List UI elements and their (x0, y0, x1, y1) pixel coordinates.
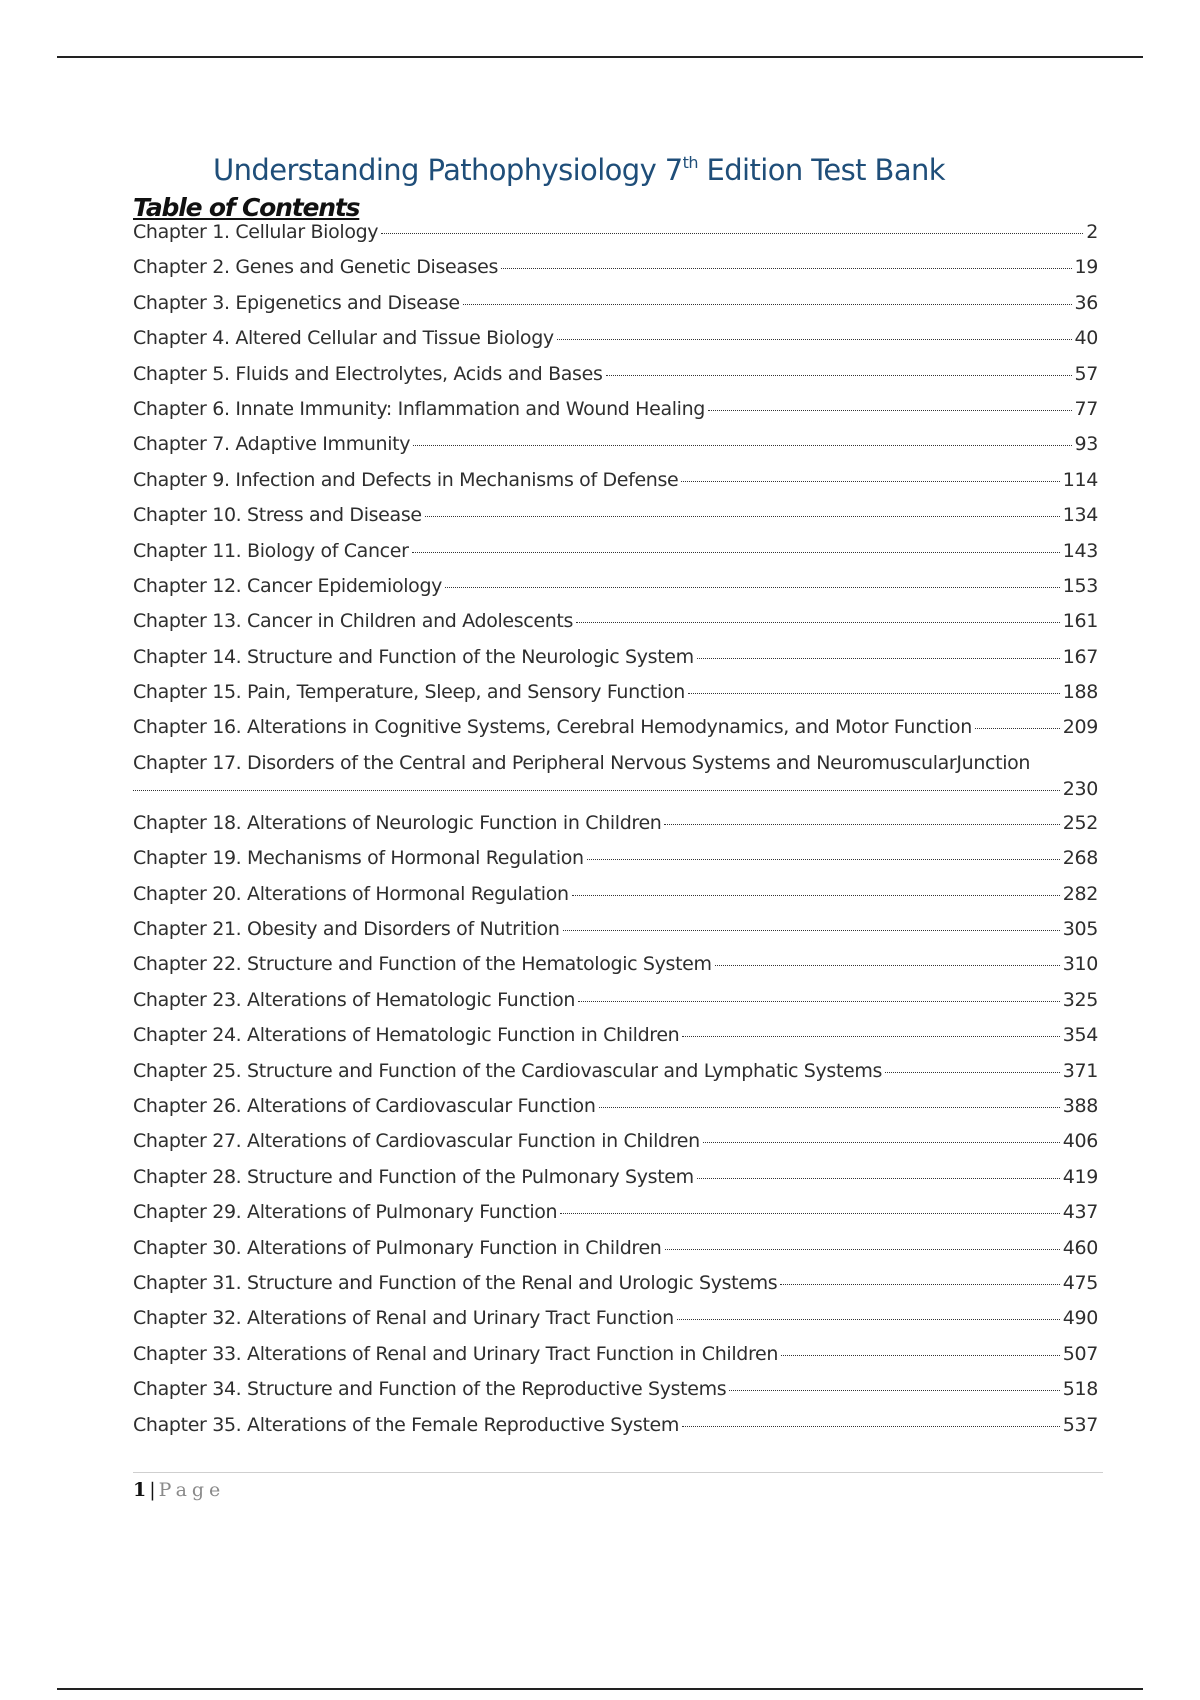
toc-entry-page: 388 (1062, 1094, 1098, 1117)
toc-entry[interactable] (133, 1060, 1098, 1095)
toc-entry-label: Chapter 7. Adaptive Immunity (133, 433, 411, 456)
toc-entry-page: 406 (1062, 1130, 1098, 1153)
toc-dot-leader (557, 339, 1072, 340)
toc-entry[interactable] (133, 847, 1098, 882)
toc-entry-label: Chapter 24. Alterations of Hematologic Function in Children (133, 1024, 680, 1047)
toc-entry-page: 537 (1062, 1413, 1098, 1436)
toc-dot-leader (682, 1426, 1060, 1427)
toc-entry[interactable] (133, 292, 1098, 327)
toc-entry[interactable] (133, 363, 1098, 398)
toc-dot-leader (572, 895, 1060, 896)
toc-entry-label: Chapter 31. Structure and Function of the Renal and Urologic Systems (133, 1271, 778, 1294)
toc-entry-page: 77 (1074, 397, 1098, 420)
toc-entry[interactable] (133, 469, 1098, 504)
toc-entry-label: Chapter 22. Structure and Function of the Hematologic System (133, 953, 712, 976)
table-of-contents (133, 221, 1098, 1449)
toc-dot-leader (729, 1390, 1059, 1391)
toc-dot-leader (677, 1319, 1060, 1320)
toc-entry-label: Chapter 19. Mechanisms of Hormonal Regulation (133, 847, 584, 870)
bottom-rule (57, 1688, 1143, 1690)
toc-entry-page: 252 (1062, 811, 1098, 834)
toc-entry-page: 143 (1062, 539, 1098, 562)
toc-dot-leader (885, 1072, 1060, 1073)
toc-entry-label: Chapter 20. Alterations of Hormonal Regulation (133, 882, 569, 905)
toc-entry-page: 310 (1062, 953, 1098, 976)
toc-dot-leader (578, 1001, 1060, 1002)
toc-entry-label: Chapter 10. Stress and Disease (133, 504, 422, 527)
toc-entry[interactable] (133, 1095, 1098, 1130)
toc-entry[interactable] (133, 1414, 1098, 1449)
toc-entry-label: Chapter 28. Structure and Function of the Pulmonary System (133, 1165, 694, 1188)
toc-entry-page: 188 (1062, 681, 1098, 704)
toc-dot-leader (780, 1284, 1059, 1285)
toc-entry-label: Chapter 4. Altered Cellular and Tissue Biology (133, 327, 554, 350)
toc-heading: Table of Contents (133, 193, 360, 222)
toc-entry-label: Chapter 32. Alterations of Renal and Urinary Tract Function (133, 1307, 674, 1330)
toc-dot-leader (703, 1142, 1060, 1143)
toc-entry-label: Chapter 26. Alterations of Cardiovascular Function (133, 1094, 596, 1117)
toc-entry[interactable] (133, 1307, 1098, 1342)
toc-entry-page: 282 (1062, 882, 1098, 905)
toc-entry[interactable] (133, 1024, 1098, 1059)
toc-entry-label: Chapter 30. Alterations of Pulmonary Function in Children (133, 1236, 662, 1259)
toc-entry-label: Chapter 27. Alterations of Cardiovascular Function in Children (133, 1130, 700, 1153)
toc-entry[interactable] (133, 1201, 1098, 1236)
toc-dot-leader (381, 233, 1083, 234)
toc-entry-page: 419 (1062, 1165, 1098, 1188)
toc-entry[interactable] (133, 610, 1098, 645)
toc-entry-page: 40 (1074, 327, 1098, 350)
toc-dot-leader (682, 1036, 1059, 1037)
toc-entry-label: Chapter 35. Alterations of the Female Reproductive System (133, 1413, 680, 1436)
toc-dot-leader (606, 375, 1072, 376)
toc-dot-leader (587, 859, 1060, 860)
toc-entry-page: 57 (1074, 362, 1098, 385)
toc-dot-leader (501, 268, 1071, 269)
toc-entry-page: 36 (1074, 291, 1098, 314)
toc-entry-page: 518 (1062, 1378, 1098, 1401)
top-rule (57, 56, 1143, 58)
toc-entry[interactable] (133, 953, 1098, 988)
toc-entry-page: 354 (1062, 1024, 1098, 1047)
toc-entry-label: Chapter 1. Cellular Biology (133, 221, 379, 243)
toc-entry-label: Chapter 13. Cancer in Children and Adolescents (133, 610, 574, 633)
toc-entry-page: 437 (1062, 1201, 1098, 1224)
title-main: Understanding Pathophysiology 7 (213, 153, 683, 187)
toc-entry-page: 167 (1062, 645, 1098, 668)
page-number: 1 (133, 1479, 147, 1501)
toc-entry-label: Chapter 29. Alterations of Pulmonary Function (133, 1201, 558, 1224)
page-footer (133, 1479, 225, 1501)
toc-entry-label: Chapter 3. Epigenetics and Disease (133, 291, 460, 314)
toc-entry-label: Chapter 25. Structure and Function of the Cardiovascular and Lymphatic Systems (133, 1059, 883, 1082)
toc-entry-page: 475 (1062, 1271, 1098, 1294)
toc-entry-page: 2 (1086, 221, 1098, 243)
toc-entry-label: Chapter 16. Alterations in Cognitive Systems, Cerebral Hemodynamics, and Motor Function (133, 716, 972, 739)
toc-entry[interactable] (133, 752, 1098, 812)
toc-dot-leader (463, 304, 1072, 305)
toc-dot-leader (133, 790, 1060, 791)
toc-entry-label: Chapter 2. Genes and Genetic Diseases (133, 256, 499, 279)
toc-dot-leader (688, 693, 1060, 694)
toc-entry-label: Chapter 21. Obesity and Disorders of Nutrition (133, 918, 560, 941)
toc-entry-page: 325 (1062, 988, 1098, 1011)
toc-dot-leader (975, 728, 1060, 729)
toc-entry-label: Chapter 15. Pain, Temperature, Sleep, and Sensory Function (133, 681, 685, 704)
toc-dot-leader (664, 824, 1059, 825)
toc-entry[interactable] (133, 256, 1098, 291)
toc-entry[interactable] (133, 1237, 1098, 1272)
document-title (213, 153, 945, 187)
toc-entry[interactable] (133, 1166, 1098, 1201)
toc-entry-label: Chapter 11. Biology of Cancer (133, 539, 409, 562)
toc-dot-leader (413, 445, 1071, 446)
toc-entry-page: 153 (1062, 574, 1098, 597)
toc-entry[interactable] (133, 1343, 1098, 1378)
toc-entry-label: Chapter 5. Fluids and Electrolytes, Acids and Bases (133, 362, 603, 385)
toc-entry[interactable] (133, 327, 1098, 362)
toc-entry-page: 19 (1074, 256, 1098, 279)
toc-entry-page: 209 (1062, 716, 1098, 739)
toc-entry-page: 134 (1062, 504, 1098, 527)
toc-entry-page: 114 (1062, 468, 1098, 491)
footer-separator: | (149, 1479, 156, 1501)
toc-entry-page: 161 (1062, 610, 1098, 633)
toc-entry-label: Chapter 34. Structure and Function of the Reproductive Systems (133, 1378, 727, 1401)
toc-entry-label: Chapter 6. Innate Immunity: Inflammation and Wound Healing (133, 397, 706, 420)
toc-dot-leader (708, 410, 1072, 411)
toc-entry-page: 93 (1074, 433, 1098, 456)
toc-entry[interactable] (133, 646, 1098, 681)
toc-dot-leader (781, 1355, 1060, 1356)
toc-entry-page: 230 (1062, 777, 1098, 800)
toc-dot-leader (697, 1178, 1060, 1179)
toc-entry-page: 460 (1062, 1236, 1098, 1259)
toc-entry[interactable] (133, 918, 1098, 953)
toc-entry[interactable] (133, 989, 1098, 1024)
toc-entry-label: Chapter 9. Infection and Defects in Mechanisms of Defense (133, 468, 679, 491)
title-rest: Edition Test Bank (697, 153, 946, 187)
toc-entry[interactable] (133, 504, 1098, 539)
toc-entry-label: Chapter 14. Structure and Function of the Neurologic System (133, 645, 694, 668)
toc-entry[interactable] (133, 575, 1098, 610)
title-superscript: th (682, 153, 698, 172)
toc-dot-leader (425, 516, 1060, 517)
toc-entry-page: 507 (1062, 1342, 1098, 1365)
toc-dot-leader (715, 965, 1060, 966)
toc-entry[interactable] (133, 883, 1098, 918)
footer-rule (133, 1472, 1103, 1473)
toc-entry-label: Chapter 12. Cancer Epidemiology (133, 574, 443, 597)
toc-entry-label: Chapter 33. Alterations of Renal and Urinary Tract Function in Children (133, 1342, 779, 1365)
toc-entry[interactable] (133, 398, 1098, 433)
toc-entry-page: 305 (1062, 918, 1098, 941)
toc-dot-leader (576, 622, 1060, 623)
toc-dot-leader (697, 658, 1060, 659)
toc-entry-page: 371 (1062, 1059, 1098, 1082)
toc-entry[interactable] (133, 812, 1098, 847)
toc-entry[interactable] (133, 1130, 1098, 1165)
toc-entry[interactable] (133, 540, 1098, 575)
toc-entry-label: Chapter 17. Disorders of the Central and Peripheral Nervous Systems and NeuromuscularJunction (133, 751, 1031, 774)
toc-entry-page: 268 (1062, 847, 1098, 870)
toc-dot-leader (563, 930, 1060, 931)
toc-entry[interactable] (133, 1272, 1098, 1307)
toc-dot-leader (560, 1213, 1060, 1214)
toc-entry[interactable] (133, 716, 1098, 751)
toc-entry[interactable] (133, 433, 1098, 468)
toc-dot-leader (681, 481, 1059, 482)
toc-entry-continuation (133, 778, 1098, 800)
toc-entry[interactable] (133, 681, 1098, 716)
toc-entry[interactable] (133, 1378, 1098, 1413)
toc-entry-label: Chapter 23. Alterations of Hematologic Function (133, 988, 576, 1011)
toc-entry-label: Chapter 18. Alterations of Neurologic Function in Children (133, 811, 662, 834)
toc-dot-leader (599, 1107, 1060, 1108)
toc-dot-leader (412, 552, 1060, 553)
toc-entry[interactable] (133, 221, 1098, 256)
toc-dot-leader (665, 1249, 1060, 1250)
toc-dot-leader (445, 587, 1060, 588)
toc-entry-page: 490 (1062, 1307, 1098, 1330)
page-word: Page (158, 1479, 226, 1501)
